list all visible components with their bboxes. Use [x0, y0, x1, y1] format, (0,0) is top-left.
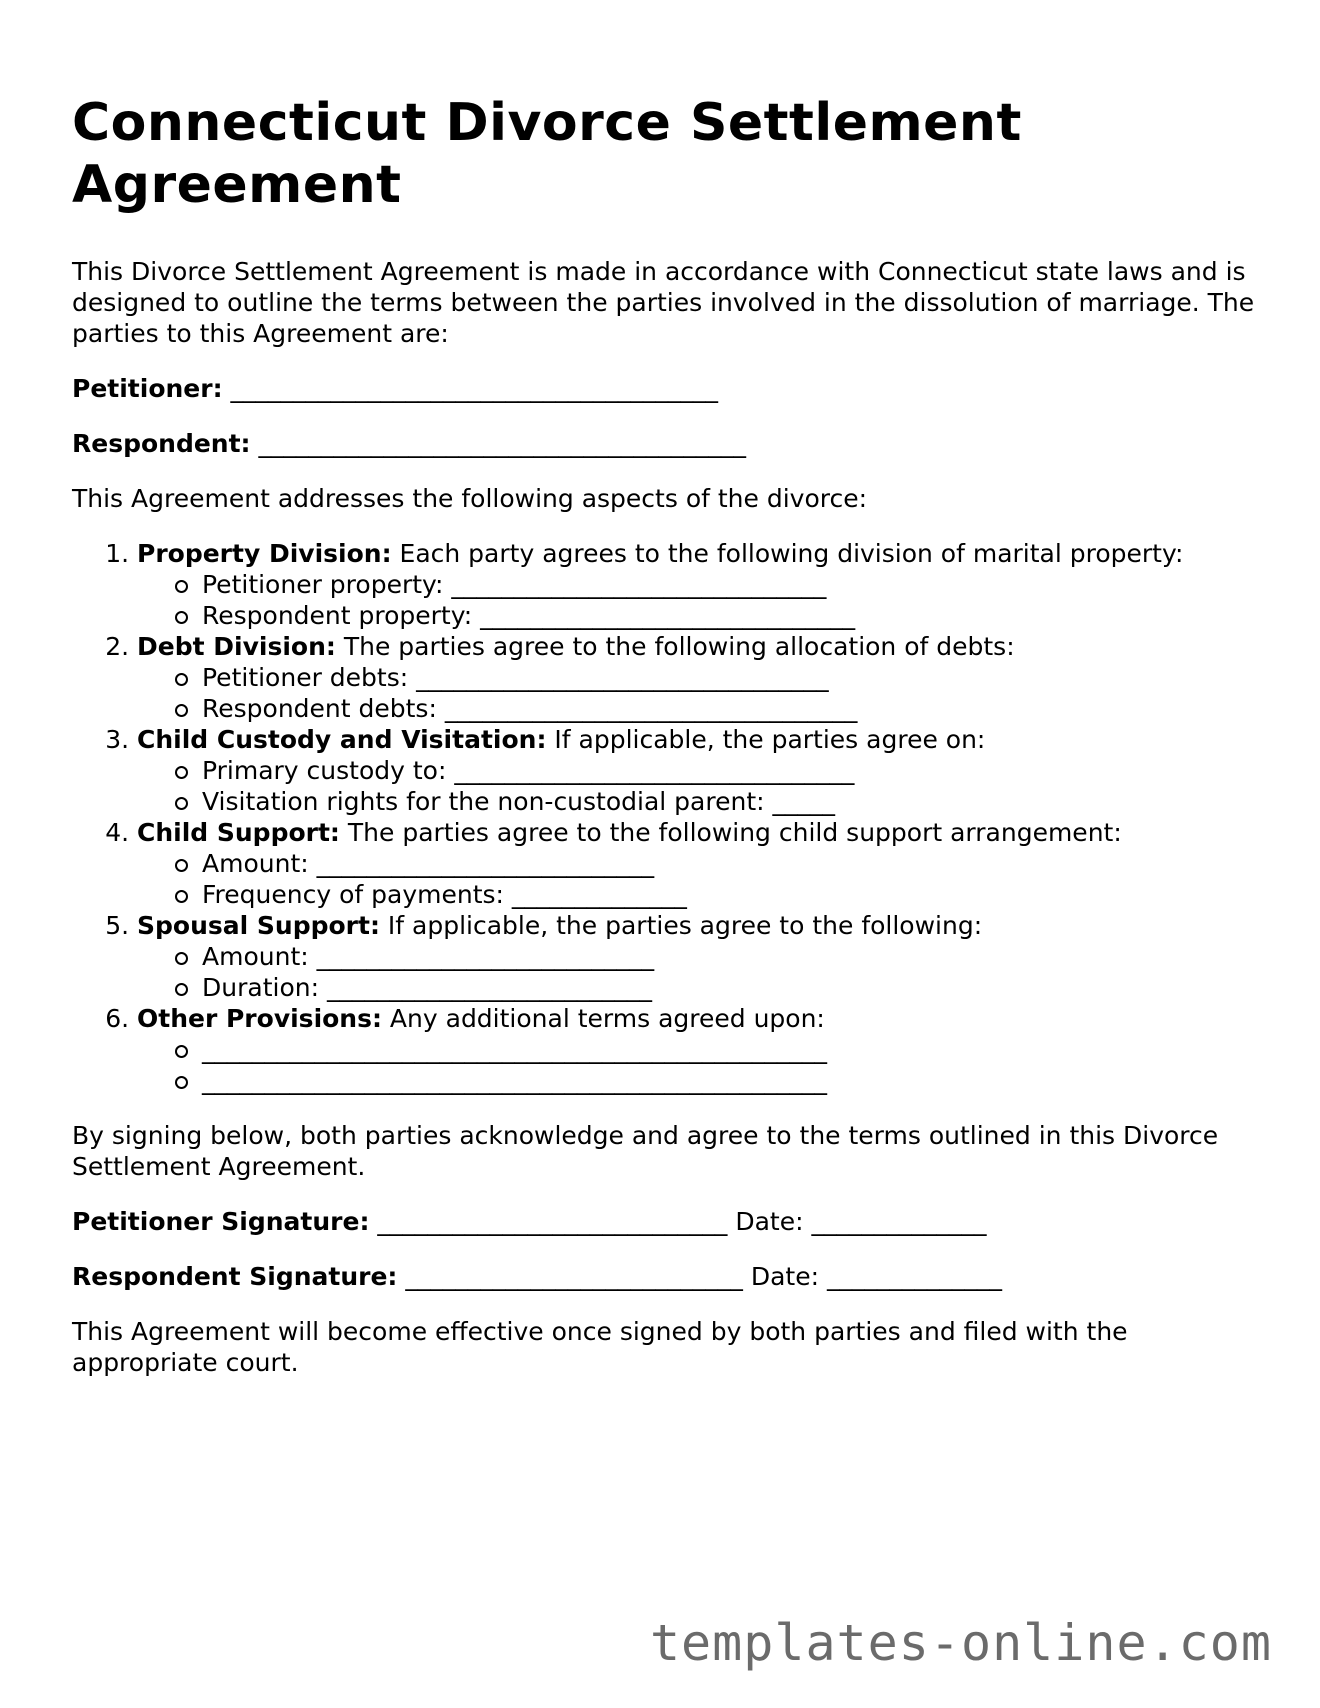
list-item: Duration: __________________________ — [202, 972, 1262, 1003]
section-heading: Spousal Support: — [137, 911, 380, 940]
petitioner-signature-line — [72, 1206, 1262, 1237]
list-item: Visitation rights for the non-custodial parent: _____ — [202, 786, 1262, 817]
section-text: The parties agree to the following allocation of debts: — [335, 632, 1015, 661]
document-title: Connecticut Divorce Settlement Agreement — [72, 93, 1022, 215]
section-items — [137, 941, 1262, 1003]
section-child-custody — [137, 724, 1262, 817]
section-items — [137, 848, 1262, 910]
list-item: Amount: ___________________________ — [202, 941, 1262, 972]
list-item: Petitioner property: ______________________________ — [202, 569, 1262, 600]
section-other-provisions — [137, 1003, 1262, 1096]
section-items — [137, 662, 1262, 724]
list-item: Respondent debts: _________________________________ — [202, 693, 1262, 724]
section-property-division — [137, 538, 1262, 631]
section-text: If applicable, the parties agree to the following: — [379, 911, 983, 940]
list-item: Petitioner debts: _________________________________ — [202, 662, 1262, 693]
petitioner-line — [72, 373, 1262, 404]
aspects-list — [72, 538, 1262, 1096]
acknowledgement-paragraph: By signing below, both parties acknowledge and agree to the terms outlined in this Divorce Settlement Agreement. — [72, 1121, 1219, 1181]
respondent-label: Respondent: — [72, 429, 251, 458]
list-item: Frequency of payments: ______________ — [202, 879, 1262, 910]
section-text: Any additional terms agreed upon: — [381, 1004, 825, 1033]
list-item: Respondent property: ______________________________ — [202, 600, 1262, 631]
section-heading: Child Custody and Visitation: — [137, 725, 547, 754]
list-item: Amount: ___________________________ — [202, 848, 1262, 879]
section-heading: Other Provisions: — [137, 1004, 382, 1033]
document-page — [72, 92, 1262, 1378]
section-text: If applicable, the parties agree on: — [546, 725, 986, 754]
list-item: Primary custody to: ________________________________ — [202, 755, 1262, 786]
list-item: __________________________________________________ — [202, 1065, 1262, 1096]
aspects-intro: This Agreement addresses the following aspects of the divorce: — [72, 484, 868, 513]
watermark: templates-online.com — [649, 1614, 1272, 1672]
respondent-blank: _______________________________________ — [258, 429, 747, 458]
petitioner-label: Petitioner: — [72, 374, 223, 403]
petitioner-signature-label: Petitioner Signature: — [72, 1207, 370, 1236]
petitioner-signature-blanks: ____________________________ Date: ______________ — [369, 1207, 987, 1236]
section-heading: Child Support: — [137, 818, 340, 847]
respondent-signature-line — [72, 1261, 1262, 1292]
petitioner-blank: _______________________________________ — [230, 374, 719, 403]
section-items — [137, 569, 1262, 631]
section-text: Each party agrees to the following division of marital property: — [391, 539, 1184, 568]
section-heading: Debt Division: — [137, 632, 336, 661]
section-debt-division — [137, 631, 1262, 724]
respondent-signature-blanks: ___________________________ Date: ______________ — [397, 1262, 1002, 1291]
section-items — [137, 755, 1262, 817]
section-child-support — [137, 817, 1262, 910]
respondent-signature-label: Respondent Signature: — [72, 1262, 398, 1291]
section-heading: Property Division: — [137, 539, 392, 568]
effective-note: This Agreement will become effective once signed by both parties and filed with the appropriate court. — [72, 1317, 1128, 1377]
section-spousal-support — [137, 910, 1262, 1003]
section-text: The parties agree to the following child support arrangement: — [339, 818, 1122, 847]
intro-paragraph: This Divorce Settlement Agreement is made in accordance with Connecticut state laws and is designed to outline the terms between the parties involved in the dissolution of marriage. The parties to this Agreement are: — [72, 257, 1255, 348]
list-item: __________________________________________________ — [202, 1034, 1262, 1065]
section-items — [137, 1034, 1262, 1096]
respondent-line — [72, 428, 1262, 459]
